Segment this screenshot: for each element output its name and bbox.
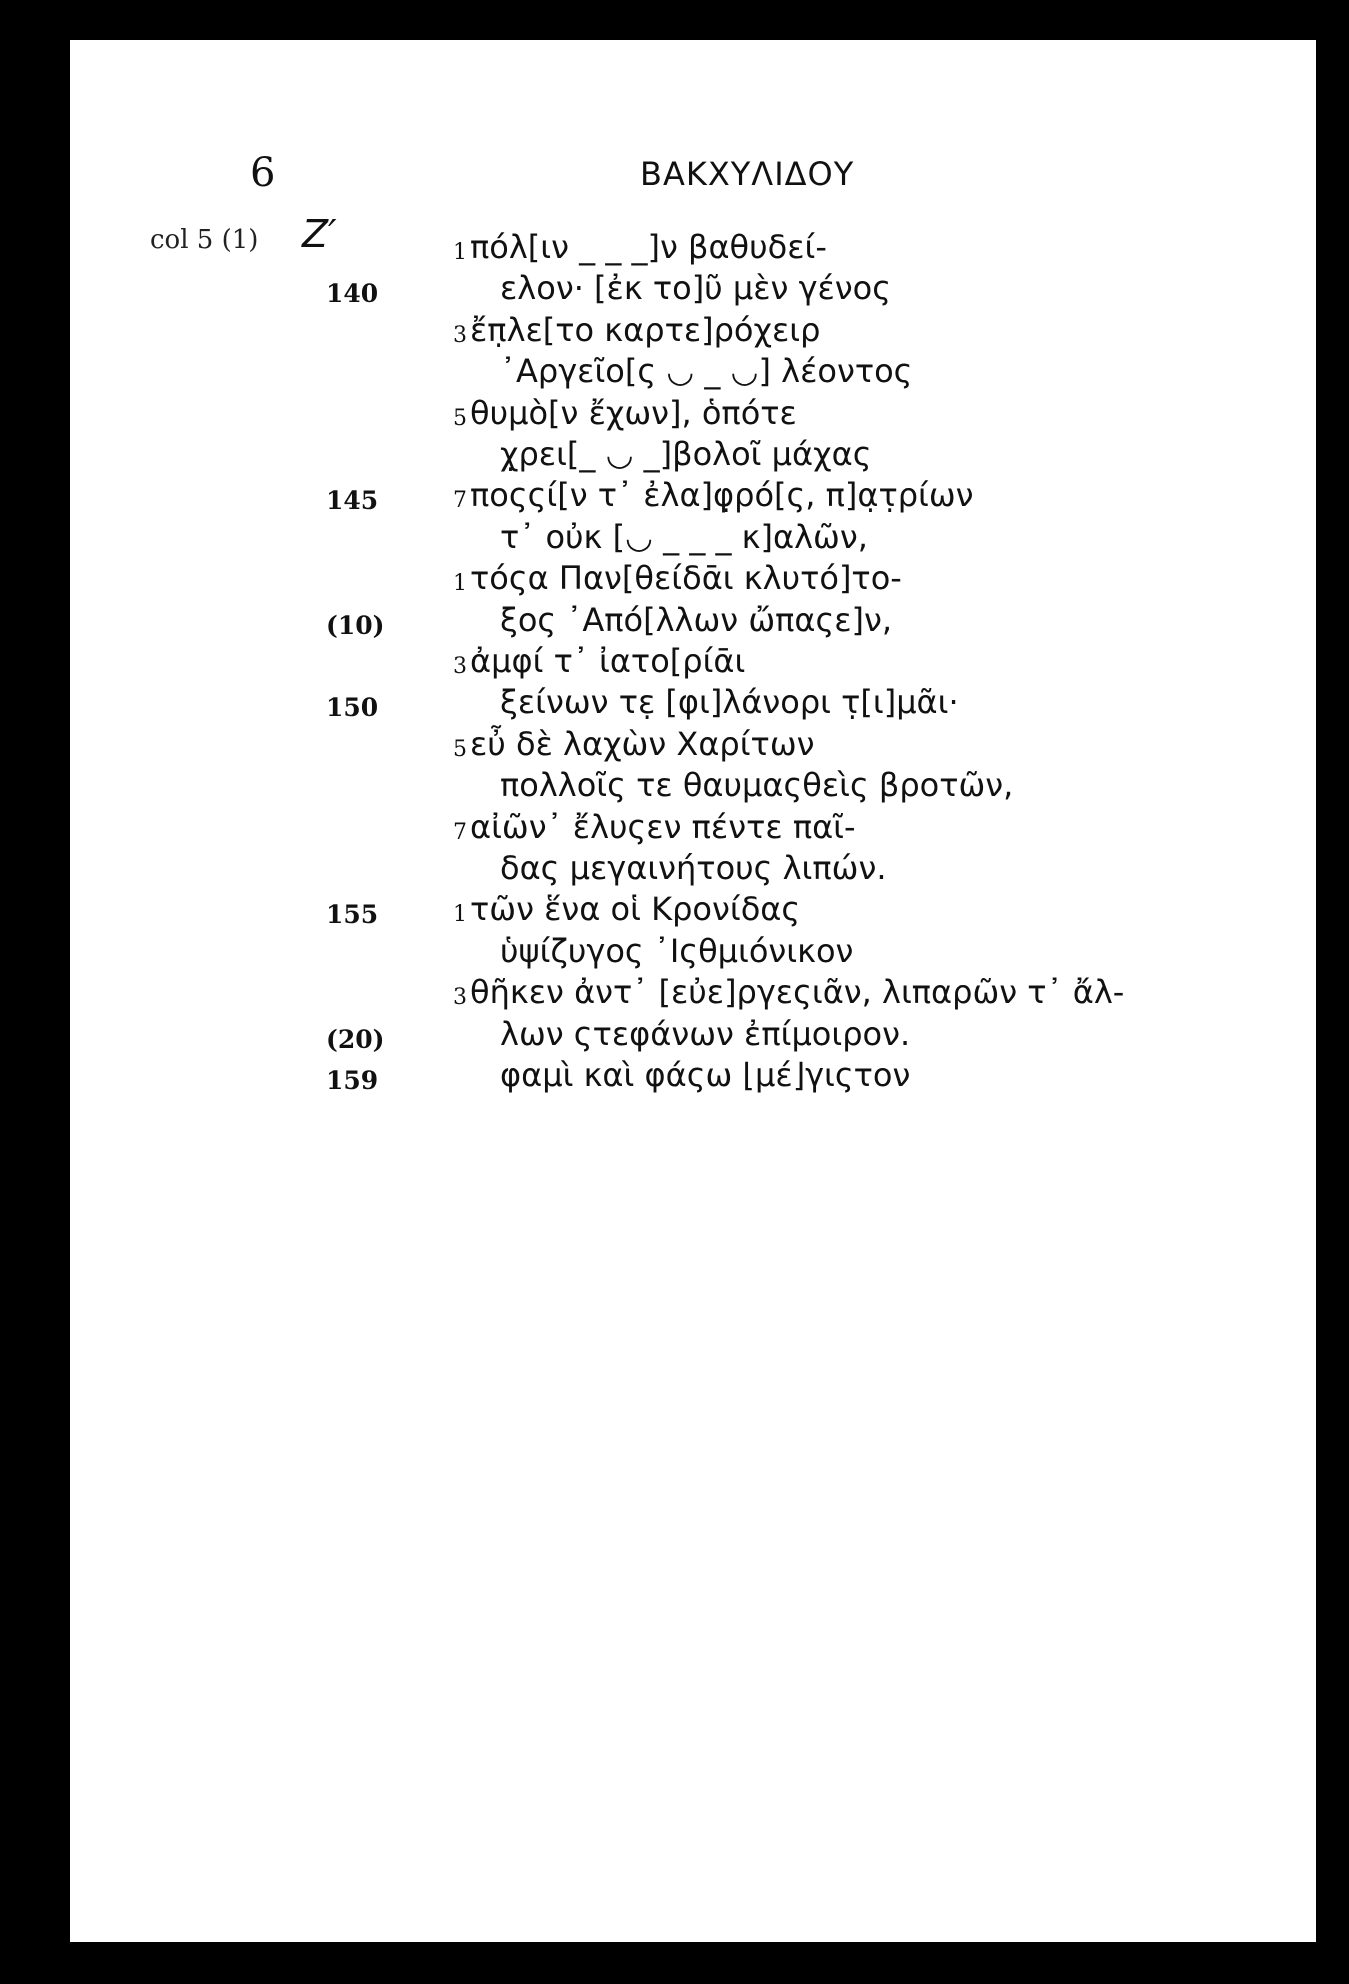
strophe-line-number: 1 xyxy=(453,571,467,597)
line-number: 155 xyxy=(326,900,379,930)
greek-verse-text: τ᾿ οὐκ [◡ _ _ _ κ]αλῶν, xyxy=(500,517,868,556)
strophe-line-number: 3 xyxy=(453,654,467,679)
greek-verse-text: πόλ[ιν _ _ _]ν βαθυδεί- xyxy=(470,228,827,266)
strophe-line-number: 3 xyxy=(453,322,467,348)
greek-verse-text: χ̣ρει[_ ◡ _]βολοῖ μάχας xyxy=(500,435,872,473)
line-number: (10) xyxy=(326,610,385,640)
strophe-line-number: 7 xyxy=(453,819,467,845)
greek-verse-text: αἰῶν᾿ ἔλυςεν πέντε παῖ- xyxy=(470,807,856,846)
verse-line xyxy=(70,1048,1316,1100)
greek-verse-text: ἔπ̣λε[το καρτε]ρόχειρ xyxy=(470,310,821,349)
greek-verse-text: ἀμφί τ᾿ ἰατο[ρίᾱι xyxy=(470,642,746,680)
strophe-line-number: 1 xyxy=(453,902,467,928)
greek-verse-text: δας μεγαινήτους λιπών. xyxy=(500,849,887,887)
book-page xyxy=(70,40,1316,1942)
greek-verse-text: ᾿Αργεῖο[ς ◡ _ ◡] λέοντος xyxy=(500,352,913,391)
line-number: 159 xyxy=(326,1066,379,1095)
strophe-line-number: 7 xyxy=(453,488,467,514)
greek-verse-text: ξείνων τε̣ [φι]λάνορι τ̣[ι]μᾶι· xyxy=(500,683,959,722)
scan-border-right xyxy=(1316,40,1349,1984)
greek-verse-text: θῆκεν ἀντ᾿ [εὐε]ργεςιᾶν, λιπαρῶν τ᾿ ἄλ- xyxy=(470,973,1125,1012)
greek-verse-text: εὖ δὲ λαχὼν Χαρίτων xyxy=(470,724,815,763)
greek-verse-text: λων ςτεφάνων ἐπίμοιρον. xyxy=(500,1014,911,1053)
strophe-line-number: 3 xyxy=(453,985,467,1011)
column-reference: col 5 (1) xyxy=(150,225,259,255)
strophe-line-number: 5 xyxy=(453,736,467,762)
greek-verse-text: τῶν ἕνα οἱ Κρονίδας xyxy=(470,890,801,929)
greek-verse-text: ποςςί[ν τ᾿ ἐλα]φ̣ρό[ς, π]α̣τ̣ρίων xyxy=(470,476,974,515)
scan-border-bottom xyxy=(0,1942,1349,1984)
greek-verse-text: τόςα Παν[θείδᾱι κλυτό]το- xyxy=(470,559,902,598)
line-number: 145 xyxy=(326,486,379,516)
strophe-line-number: 1 xyxy=(453,240,467,265)
greek-verse-text: ξος ᾿Από[λλων ὤπαςε]ν, xyxy=(500,600,893,639)
line-number: (20) xyxy=(326,1024,385,1054)
running-head: BAKXYΛΙΔΟΥ xyxy=(640,155,855,193)
greek-verse-text: ὑψίζυγος ᾿Ιςθμιόνικον xyxy=(500,931,854,970)
ode-number: Z′ xyxy=(302,212,337,256)
greek-verse-text: ελον· [ἐκ το]ῦ μὲν γένος xyxy=(500,269,892,308)
line-number: 140 xyxy=(326,279,379,309)
greek-verse-text: θυμὸ[ν ἔχων], ὁπότε xyxy=(470,393,797,432)
greek-verse-text: πολλοῖς τε θαυμαςθεὶς βροτῶν, xyxy=(500,766,1014,805)
line-number: 150 xyxy=(326,693,379,723)
page-number: 6 xyxy=(250,150,276,196)
strophe-line-number: 5 xyxy=(453,405,467,431)
greek-verse-text: φαμὶ καὶ φάςω ⌊μέ⌋γιςτον xyxy=(500,1056,911,1094)
